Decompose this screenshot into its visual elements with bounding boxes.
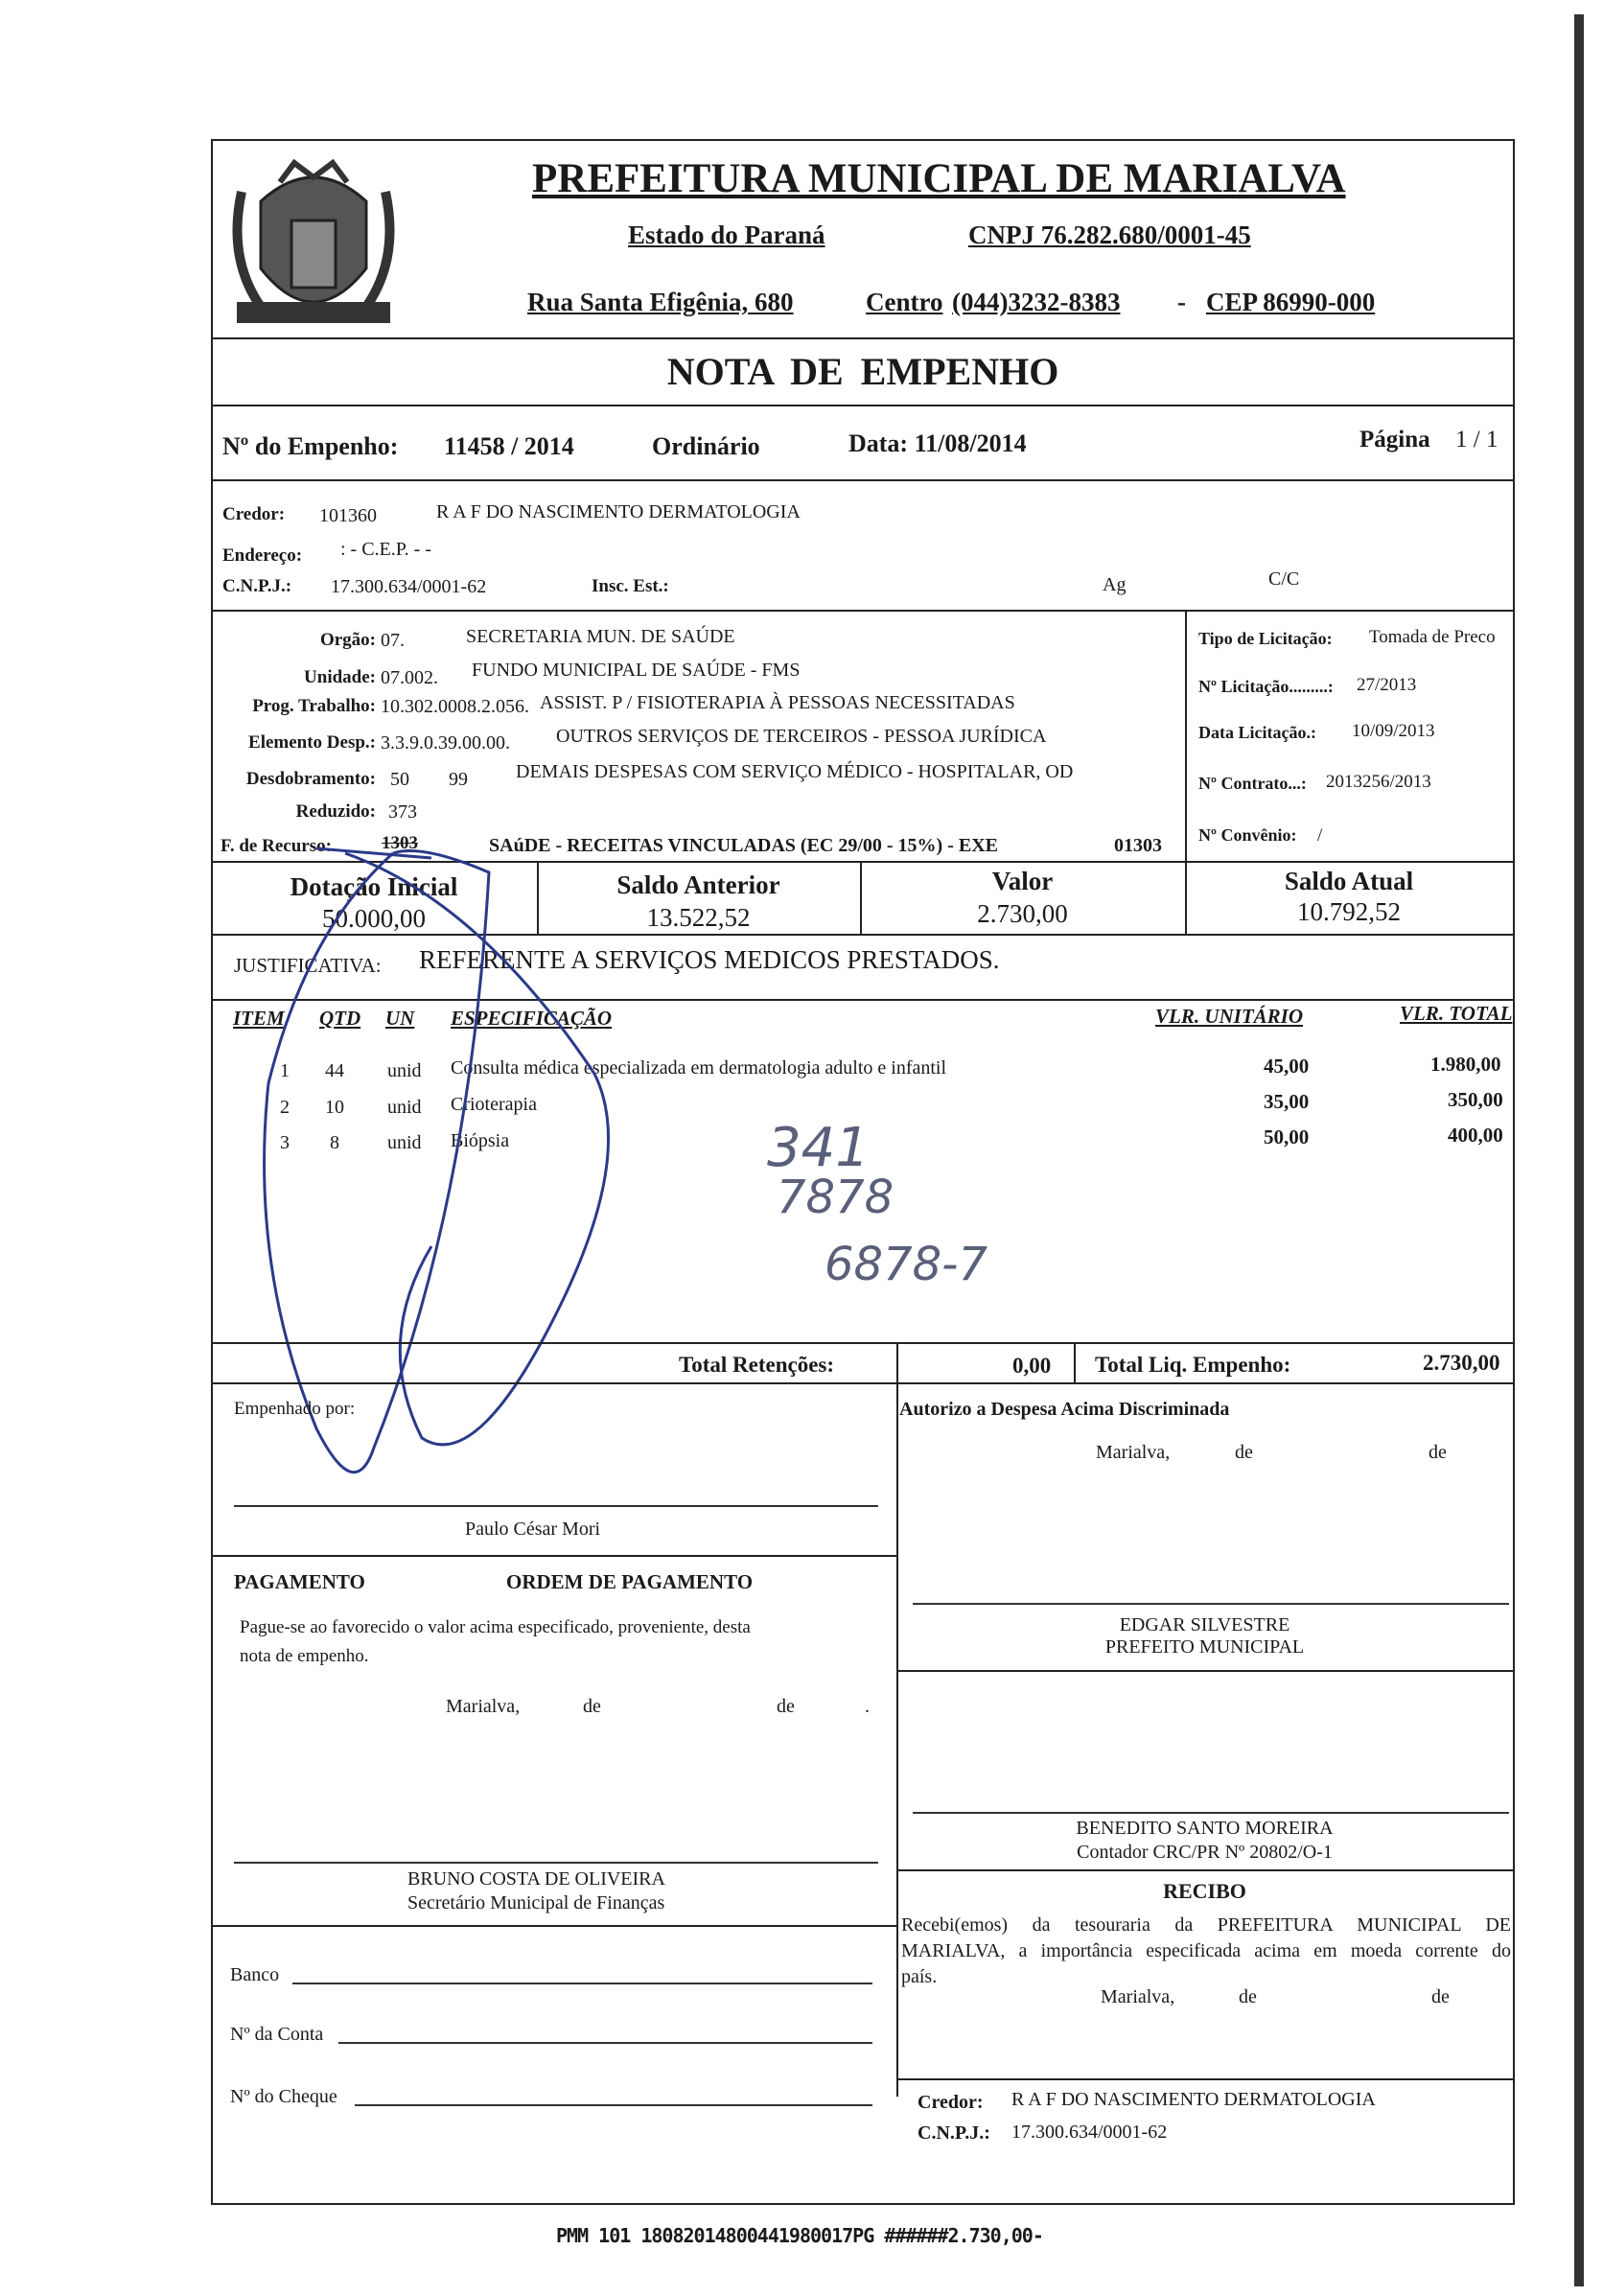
prog-name: ASSIST. P / FISIOTERAPIA À PESSOAS NECESSITADAS [540, 692, 1015, 713]
total-liquido-label: Total Liq. Empenho: [1095, 1353, 1291, 1377]
recibo-de: de [1239, 1986, 1257, 2007]
banco-field[interactable] [292, 1983, 872, 1984]
contrato-value: 2013256/2013 [1326, 772, 1431, 792]
header-cnpj: CNPJ 76.282.680/0001-45 [968, 220, 1251, 249]
empenho-date: Data: 11/08/2014 [848, 429, 1027, 457]
row-un: unid [387, 1097, 422, 1118]
saldo-anterior-value: 13.522,52 [646, 903, 751, 932]
page-title: PREFEITURA MUNICIPAL DE MARIALVA [532, 156, 1346, 201]
secretario-title: Secretário Municipal de Finanças [407, 1892, 665, 1913]
unit-value-column-header: VLR. UNITÁRIO [1155, 1005, 1304, 1028]
row-total-value: 350,00 [1448, 1088, 1503, 1111]
licitacao-date-label: Data Licitação.: [1198, 723, 1316, 742]
row-qtd: 44 [325, 1060, 344, 1081]
convenio-value: / [1317, 825, 1323, 846]
row-qtd: 10 [325, 1097, 344, 1118]
empenho-type: Ordinário [652, 432, 760, 460]
row-item: 3 [280, 1132, 290, 1153]
justificativa-label: JUSTIFICATIVA: [234, 954, 382, 977]
autorizo-marialva: Marialva, [1096, 1442, 1171, 1463]
orgao-name: SECRETARIA MUN. DE SAÚDE [466, 626, 735, 647]
banco-label: Banco [230, 1964, 280, 1985]
header-estado: Estado do Paraná [628, 220, 825, 249]
ag-label: Ag [1103, 574, 1127, 595]
elemento-code: 3.3.9.0.39.00.00. [381, 732, 510, 754]
elemento-label: Elemento Desp.: [248, 732, 376, 753]
retencoes-value: 0,00 [1012, 1354, 1052, 1378]
footer-credor-name: R A F DO NASCIMENTO DERMATOLOGIA [1011, 2089, 1376, 2110]
secretario-name: BRUNO COSTA DE OLIVEIRA [407, 1868, 665, 1890]
prefeito-name: EDGAR SILVESTRE [1119, 1614, 1290, 1635]
tipo-licitacao-value: Tomada de Preco [1369, 627, 1496, 647]
divider [211, 1382, 1515, 1384]
municipal-crest [222, 153, 405, 345]
empenhado-name: Paulo César Mori [465, 1519, 601, 1540]
divider [211, 610, 1515, 612]
signature-line [234, 1505, 878, 1507]
conta-label: Nº da Conta [230, 2024, 324, 2045]
ordem-pagamento-title: ORDEM DE PAGAMENTO [506, 1570, 754, 1593]
scan-edge [1574, 14, 1584, 2286]
un-column-header: UN [385, 1007, 415, 1030]
divider [211, 1925, 898, 1927]
signature-line [913, 1603, 1509, 1605]
unidade-label: Unidade: [304, 667, 376, 687]
dotacao-value: 50.000,00 [322, 904, 426, 933]
pagamento-dot: . [865, 1696, 870, 1717]
frame-bottom [211, 2203, 1515, 2205]
recurso-name: SAúDE - RECEITAS VINCULADAS (EC 29/00 - 15%) - EXE [489, 835, 998, 856]
handwritten-note: 6878-7 [825, 1238, 988, 1291]
empenho-number: 11458 / 2014 [444, 432, 574, 460]
pagamento-de: de [583, 1696, 601, 1717]
row-un: unid [387, 1060, 422, 1081]
pagamento-marialva: Marialva, [446, 1696, 521, 1717]
valor-value: 2.730,00 [977, 899, 1068, 928]
desdobramento-name: DEMAIS DESPESAS COM SERVIÇO MÉDICO - HOSPITALAR, OD [516, 761, 1074, 782]
autorizo-label: Autorizo a Despesa Acima Discriminada [899, 1399, 1230, 1420]
saldo-anterior-label: Saldo Anterior [616, 870, 780, 899]
retencoes-label: Total Retenções: [679, 1353, 835, 1377]
row-item: 2 [280, 1097, 290, 1118]
divider [211, 337, 1515, 339]
handwritten-note: 7878 [777, 1171, 894, 1224]
recibo-text-3: país. [901, 1966, 938, 1987]
pagamento-label: PAGAMENTO [234, 1570, 365, 1593]
cnpj-label: C.N.P.J.: [222, 576, 292, 596]
contrato-label: Nº Contrato...: [1198, 774, 1307, 793]
divider [211, 1555, 898, 1557]
endereco-label: Endereço: [222, 545, 303, 566]
row-unit-value: 50,00 [1264, 1125, 1310, 1148]
frame-top [211, 139, 1515, 141]
header-dash: - [1177, 288, 1186, 316]
orgao-label: Orgão: [319, 630, 376, 650]
empenhado-label: Empenhado por: [234, 1399, 356, 1419]
licitacao-number: 27/2013 [1357, 675, 1417, 695]
divider [896, 1869, 1515, 1871]
reduzido-label: Reduzido: [295, 801, 376, 822]
page-label: Página [1359, 427, 1430, 452]
recibo-de-2: de [1431, 1986, 1450, 2007]
cheque-field[interactable] [355, 2104, 872, 2106]
divider [211, 405, 1515, 406]
elemento-name: OUTROS SERVIÇOS DE TERCEIROS - PESSOA JURÍDICA [556, 726, 1047, 747]
licitacao-date: 10/09/2013 [1352, 721, 1435, 741]
header-cep: CEP 86990-000 [1206, 288, 1376, 316]
orgao-code: 07. [381, 630, 405, 651]
prefeito-title: PREFEITO MUNICIPAL [1104, 1636, 1305, 1658]
licitacao-number-label: Nº Licitação.........: [1198, 677, 1334, 696]
divider [896, 2078, 1515, 2080]
recibo-marialva: Marialva, [1101, 1986, 1175, 2007]
prog-code: 10.302.0008.2.056. [381, 696, 529, 717]
item-column-header: ITEM [233, 1007, 285, 1030]
footer-cnpj-label: C.N.P.J.: [918, 2122, 990, 2144]
document-title: NOTA DE EMPENHO [666, 350, 1059, 393]
unidade-code: 07.002. [381, 667, 438, 688]
row-qtd: 8 [330, 1132, 339, 1153]
pagamento-text: Pague-se ao favorecido o valor acima especificado, proveniente, desta [240, 1617, 751, 1637]
divider-vertical [1185, 610, 1187, 867]
reduzido-value: 373 [388, 801, 417, 823]
pagamento-de-2: de [777, 1696, 795, 1717]
cc-label: C/C [1268, 568, 1300, 590]
pagamento-text-2: nota de empenho. [240, 1646, 369, 1666]
signature-line [234, 1862, 878, 1864]
frame-right [1513, 139, 1515, 2205]
autorizo-de: de [1235, 1442, 1253, 1463]
total-liquido-value: 2.730,00 [1423, 1351, 1500, 1375]
row-especificacao: Crioterapia [451, 1094, 537, 1115]
divider-vertical [896, 1342, 898, 1382]
recibo-text: Recebi(emos) da tesouraria da PREFEITURA MUNICIPAL DE [901, 1914, 1511, 1936]
unidade-name: FUNDO MUNICIPAL DE SAÚDE - FMS [472, 660, 801, 681]
header-phone: (044)3232-8383 [952, 288, 1121, 316]
divider [211, 479, 1515, 481]
desdobramento-a: 50 [390, 769, 409, 790]
dotacao-label: Dotação Inicial [290, 872, 458, 901]
recurso-label: F. de Recurso: [221, 836, 332, 856]
especificacao-column-header: ESPECIFICAÇÃO [451, 1007, 613, 1030]
row-total-value: 1.980,00 [1430, 1053, 1501, 1076]
footer-cnpj-value: 17.300.634/0001-62 [1011, 2122, 1168, 2143]
row-unit-value: 45,00 [1264, 1055, 1310, 1078]
footer-credor-label: Credor: [918, 2092, 984, 2113]
insc-label: Insc. Est.: [592, 576, 669, 596]
cnpj-value: 17.300.634/0001-62 [331, 576, 487, 597]
signature-line [913, 1812, 1509, 1814]
desdobramento-b: 99 [449, 769, 468, 790]
empenho-label: Nº do Empenho: [222, 432, 399, 460]
header-address: Rua Santa Efigênia, 680 [527, 288, 794, 316]
recibo-title: RECIBO [1163, 1879, 1246, 1903]
cheque-label: Nº do Cheque [230, 2086, 337, 2107]
divider-vertical [896, 1382, 898, 2097]
justificativa-text: REFERENTE A SERVIÇOS MEDICOS PRESTADOS. [419, 945, 1000, 974]
valor-label: Valor [991, 867, 1054, 895]
convenio-label: Nº Convênio: [1198, 825, 1297, 845]
contador-name: BENEDITO SANTO MOREIRA [1076, 1818, 1334, 1839]
divider [896, 1670, 1515, 1672]
divider-vertical [1074, 1342, 1076, 1382]
conta-field[interactable] [338, 2042, 872, 2044]
credor-name: R A F DO NASCIMENTO DERMATOLOGIA [436, 501, 801, 522]
divider [211, 1342, 1515, 1344]
prog-label: Prog. Trabalho: [252, 696, 376, 716]
row-item: 1 [280, 1060, 290, 1081]
page-number: 1 / 1 [1455, 427, 1498, 452]
barcode-text: PMM 101 18082014800441980017PG ######2.730,00- [556, 2224, 1043, 2247]
recurso-code-2: 01303 [1114, 835, 1162, 856]
autorizo-de-2: de [1429, 1442, 1447, 1463]
row-total-value: 400,00 [1448, 1124, 1503, 1147]
credor-label: Credor: [222, 504, 286, 524]
row-unit-value: 35,00 [1264, 1090, 1310, 1113]
row-especificacao: Biópsia [451, 1130, 510, 1151]
row-especificacao: Consulta médica especializada em dermatologia adulto e infantil [451, 1057, 947, 1078]
row-un: unid [387, 1132, 422, 1153]
contador-title: Contador CRC/PR Nº 20802/O-1 [1077, 1842, 1333, 1863]
desdobramento-label: Desdobramento: [245, 769, 376, 789]
endereco-value: : - C.E.P. - - [340, 539, 431, 560]
header-centro: Centro [866, 288, 943, 316]
recibo-text-2: MARIALVA, a importância especificada acima em moeda corrente do [901, 1940, 1511, 1961]
handwritten-note: 341 [767, 1117, 870, 1179]
saldo-atual-label: Saldo Atual [1284, 867, 1414, 895]
saldo-atual-value: 10.792,52 [1297, 897, 1401, 926]
qtd-column-header: QTD [319, 1007, 361, 1030]
credor-code: 101360 [319, 505, 377, 526]
frame-left [211, 139, 213, 2205]
recurso-code: 1303 [382, 833, 418, 853]
total-value-column-header: VLR. TOTAL [1400, 1002, 1513, 1025]
tipo-licitacao-label: Tipo de Licitação: [1198, 629, 1333, 648]
